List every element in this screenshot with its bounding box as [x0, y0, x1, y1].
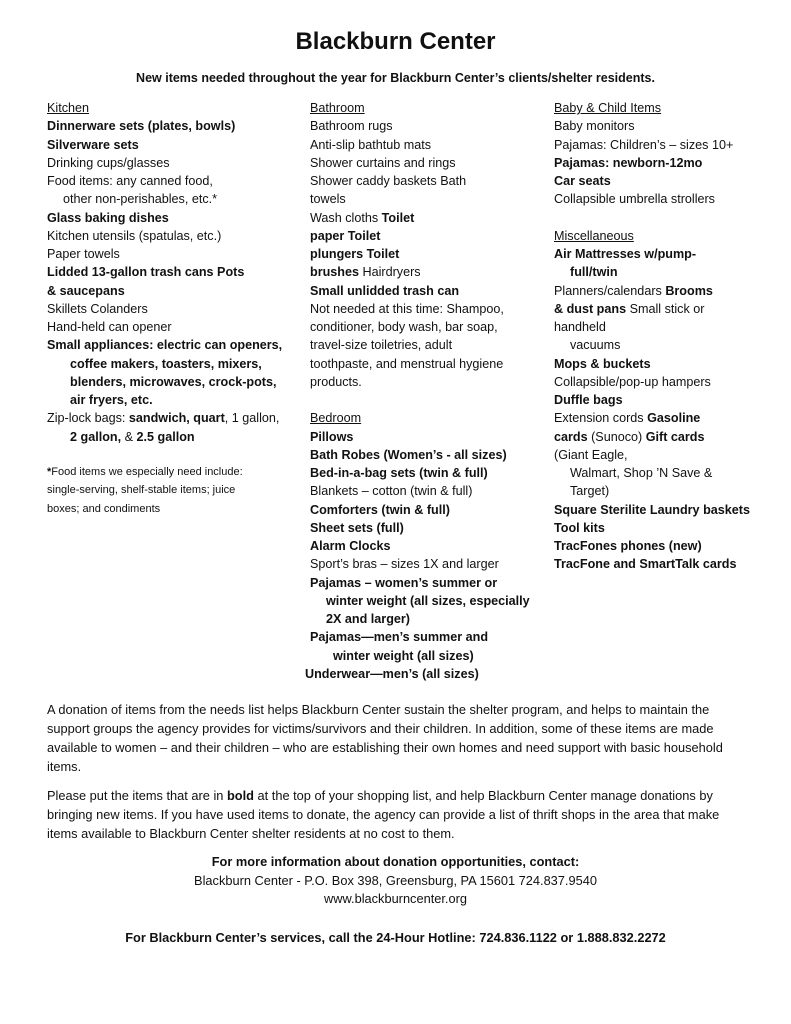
list-item	[47, 373, 282, 391]
bold-text: Tool kits	[554, 520, 605, 535]
text: Skillets Colanders	[47, 301, 148, 316]
list-item	[554, 245, 750, 263]
text: Not needed at this time: Shampoo,	[310, 301, 504, 316]
text: Miscellaneous	[554, 228, 634, 243]
list-item	[310, 355, 530, 373]
list-item	[47, 227, 282, 245]
text: Sport’s bras – sizes 1X and larger	[310, 557, 499, 572]
list-item	[47, 117, 282, 135]
list-item	[310, 555, 530, 573]
bold-text: Pajamas: newborn-12mo	[554, 155, 703, 170]
text: Zip-lock bags:	[47, 411, 129, 426]
list-item	[47, 446, 282, 464]
list-item	[310, 428, 530, 446]
bold-text: Gasoline	[647, 411, 701, 426]
bold-text: winter weight (all sizes)	[333, 648, 474, 663]
text: Hairdryers	[359, 265, 421, 280]
text: Collapsible/pop-up hampers	[554, 374, 711, 389]
text: Drinking cups/glasses	[47, 155, 170, 170]
list-item	[47, 391, 282, 409]
section-heading	[310, 99, 530, 117]
bold-text: Underwear—men’s (all sizes)	[305, 666, 479, 681]
bold-text: Pajamas—men’s summer and	[310, 630, 489, 645]
text: , 1 gallon,	[224, 411, 280, 426]
bold-text: Square Sterilite Laundry baskets	[554, 502, 750, 517]
bold-text: Pajamas – women’s summer or	[310, 575, 498, 590]
list-item	[47, 282, 282, 300]
bold-text: Air Mattresses w/pump-	[554, 247, 697, 261]
kitchen-column	[47, 99, 282, 519]
list-item	[47, 209, 282, 227]
baby-misc-column	[554, 99, 750, 574]
text: Shower caddy baskets Bath	[310, 174, 467, 188]
list-item	[47, 263, 282, 281]
text: single-serving, shelf-stable items; juice	[47, 484, 236, 497]
bold-text: TracFones phones (new)	[554, 539, 702, 553]
list-item	[310, 172, 530, 190]
list-item	[554, 282, 750, 300]
list-item	[310, 391, 530, 409]
text: Blankets – cotton (twin & full)	[310, 484, 473, 499]
bold-text: Comforters (twin & full)	[310, 502, 450, 517]
list-item	[554, 172, 750, 190]
list-item	[554, 190, 750, 208]
bold-text: 2X and larger)	[326, 612, 410, 626]
list-item	[47, 409, 282, 427]
text: boxes; and condiments	[47, 502, 161, 515]
list-item	[310, 300, 530, 318]
section-heading	[47, 99, 282, 117]
text: Bathroom	[310, 101, 365, 115]
list-item	[47, 136, 282, 154]
list-item	[310, 282, 530, 300]
text: other non-perishables, etc.*	[63, 192, 218, 207]
list-item	[47, 154, 282, 172]
list-item	[310, 263, 530, 281]
list-item	[554, 428, 750, 446]
text: Baby monitors	[554, 119, 635, 134]
list-item	[305, 665, 530, 683]
text: Shower curtains and rings	[310, 155, 456, 170]
list-item	[310, 209, 530, 227]
list-item	[554, 555, 750, 573]
text: Anti-slip bathtub mats	[310, 137, 432, 152]
list-item	[47, 245, 282, 263]
bold-text: & dust pans	[554, 301, 627, 316]
list-item	[310, 318, 530, 336]
list-item	[310, 446, 530, 464]
list-item	[310, 190, 530, 208]
text: Wash cloths	[310, 210, 382, 225]
text: Collapsible umbrella strollers	[554, 192, 715, 207]
list-item	[554, 501, 750, 519]
text: Food items: any canned food,	[47, 174, 213, 188]
bold-text: Silverware sets	[47, 137, 139, 152]
list-item	[554, 263, 750, 281]
footnote-line	[47, 482, 282, 500]
list-item	[554, 373, 750, 391]
bold-text: Car seats	[554, 174, 611, 188]
bold-text: Gift cards	[645, 429, 705, 444]
website-link[interactable]: www.blackburncenter.org	[324, 891, 467, 906]
list-item	[554, 519, 750, 537]
list-item	[310, 117, 530, 135]
list-item	[310, 537, 530, 555]
text: Small stick or	[626, 301, 705, 316]
list-item	[310, 519, 530, 537]
list-item	[310, 245, 530, 263]
list-item	[310, 482, 530, 500]
text: Pajamas: Children’s – sizes 10+	[554, 137, 734, 152]
text: Kitchen	[47, 101, 90, 115]
text: Planners/calendars	[554, 283, 666, 298]
list-item	[310, 336, 530, 354]
list-item	[554, 300, 750, 318]
bold-text: Bed-in-a-bag sets (twin & full)	[310, 466, 488, 480]
list-item	[554, 154, 750, 172]
list-item	[554, 446, 750, 464]
bold-text: *	[47, 466, 52, 478]
bold-text: Lidded 13-gallon trash cans Pots	[47, 265, 245, 280]
list-item	[47, 318, 282, 336]
bold-text: Glass baking dishes	[47, 210, 169, 225]
bold-text: 2 gallon,	[70, 429, 122, 444]
list-item	[554, 117, 750, 135]
bold-text: paper Toilet	[310, 228, 381, 243]
text: toothpaste, and menstrual hygiene	[310, 356, 504, 371]
donation-paragraph	[47, 700, 747, 776]
list-item	[554, 482, 750, 500]
text: Baby & Child Items	[554, 101, 662, 115]
text: Bathroom rugs	[310, 119, 393, 134]
instructions-paragraph	[47, 786, 747, 843]
footnote-line	[47, 464, 282, 482]
list-item	[47, 336, 282, 354]
list-item	[554, 209, 750, 227]
list-item	[310, 136, 530, 154]
list-item	[554, 409, 750, 427]
text: Walmart, Shop ’N Save &	[570, 466, 713, 480]
bold-text: 2.5 gallon	[136, 429, 195, 444]
text: towels	[310, 192, 346, 207]
text: Paper towels	[47, 247, 120, 261]
bold-text: brushes	[310, 265, 359, 280]
text: (Sunoco)	[587, 429, 646, 444]
list-item	[310, 501, 530, 519]
text: products.	[310, 374, 362, 389]
list-item	[310, 227, 530, 245]
bold-text: bold	[226, 788, 254, 803]
bold-text: full/twin	[570, 265, 618, 280]
bold-text: Mops & buckets	[554, 356, 651, 371]
list-item	[310, 628, 530, 646]
text: Bedroom	[310, 411, 362, 426]
bold-text: Small appliances: electric can openers,	[47, 338, 283, 353]
bold-text: Duffle bags	[554, 393, 623, 407]
list-item	[310, 647, 530, 665]
subtitle: New items needed throughout the year for Blackburn Center’s clients/shelter residents.	[136, 71, 655, 85]
bold-text: Pillows	[310, 429, 354, 444]
bold-text: air fryers, etc.	[70, 393, 153, 407]
section-heading	[554, 227, 750, 245]
bold-text: Dinnerware sets (plates, bowls)	[47, 119, 236, 134]
hotline-text: For Blackburn Center’s services, call the 24-Hour Hotline: 724.836.1122 or 1.888.832.2272	[125, 930, 666, 945]
bold-text: Sheet sets (full)	[310, 520, 404, 535]
list-item	[554, 318, 750, 336]
bold-text: blenders, microwaves, crock-pots,	[70, 374, 277, 389]
bold-text: Alarm Clocks	[310, 539, 391, 553]
list-item	[554, 136, 750, 154]
list-item	[47, 172, 282, 190]
contact-heading: For more information about donation opportunities, contact:	[211, 854, 580, 869]
text: conditioner, body wash, bar soap,	[310, 320, 498, 334]
bold-text: Small unlidded trash can	[310, 283, 460, 298]
text: &	[121, 429, 137, 444]
text: Hand-held can opener	[47, 320, 172, 334]
bold-text: TracFone and SmartTalk cards	[554, 557, 737, 572]
bold-text: winter weight (all sizes, especially	[326, 593, 530, 608]
list-item	[554, 537, 750, 555]
section-heading	[310, 409, 530, 427]
list-item	[554, 464, 750, 482]
text: Please put the items that are in	[47, 788, 227, 803]
list-item	[554, 336, 750, 354]
list-item	[47, 355, 282, 373]
list-item	[310, 592, 530, 610]
footnote-line	[47, 501, 282, 519]
text: Target)	[570, 484, 610, 499]
list-item	[310, 574, 530, 592]
text: Food items we especially need include:	[51, 466, 243, 478]
text: travel-size toiletries, adult	[310, 338, 453, 353]
list-item	[47, 190, 282, 208]
bold-text: & saucepans	[47, 283, 125, 298]
list-item	[310, 610, 530, 628]
text: handheld	[554, 320, 606, 334]
bold-text: Toilet	[381, 210, 415, 225]
text: Kitchen utensils (spatulas, etc.)	[47, 228, 222, 243]
list-item	[310, 154, 530, 172]
list-item	[47, 300, 282, 318]
list-item	[554, 355, 750, 373]
list-item	[310, 373, 530, 391]
list-item	[310, 464, 530, 482]
text: vacuums	[570, 338, 621, 353]
list-item	[47, 428, 282, 446]
bold-text: coffee makers, toasters, mixers,	[70, 356, 262, 371]
bold-text: sandwich, quart	[128, 411, 225, 426]
bold-text: Brooms	[665, 283, 713, 298]
bold-text: plungers Toilet	[310, 247, 400, 261]
bathroom-bedroom-column	[305, 99, 530, 683]
text: A donation of items from the needs list helps Blackburn Center sustain the shelter program, and helps to maintain the support groups the agency provides for victims/survivors and their children. In addition, some of these items are made available to women – and their children – who are establishing their own homes and need support with basic household items.	[47, 702, 723, 774]
contact-address: Blackburn Center - P.O. Box 398, Greensburg, PA 15601 724.837.9540	[194, 873, 597, 888]
section-heading	[554, 99, 750, 117]
text: Extension cords	[554, 411, 648, 426]
text: at the top of your shopping list, and help Blackburn Center manage donations by bringing new items. If you have used items to donate, the agency can provide a list of thrift shops in the area that make items available to Blackburn Center shelter residents at no cost to them.	[47, 788, 720, 841]
page-title: Blackburn Center	[295, 28, 496, 55]
list-item	[554, 391, 750, 409]
text: (Giant Eagle,	[554, 447, 628, 462]
bold-text: cards	[554, 429, 588, 444]
bold-text: Bath Robes (Women’s - all sizes)	[310, 447, 507, 462]
